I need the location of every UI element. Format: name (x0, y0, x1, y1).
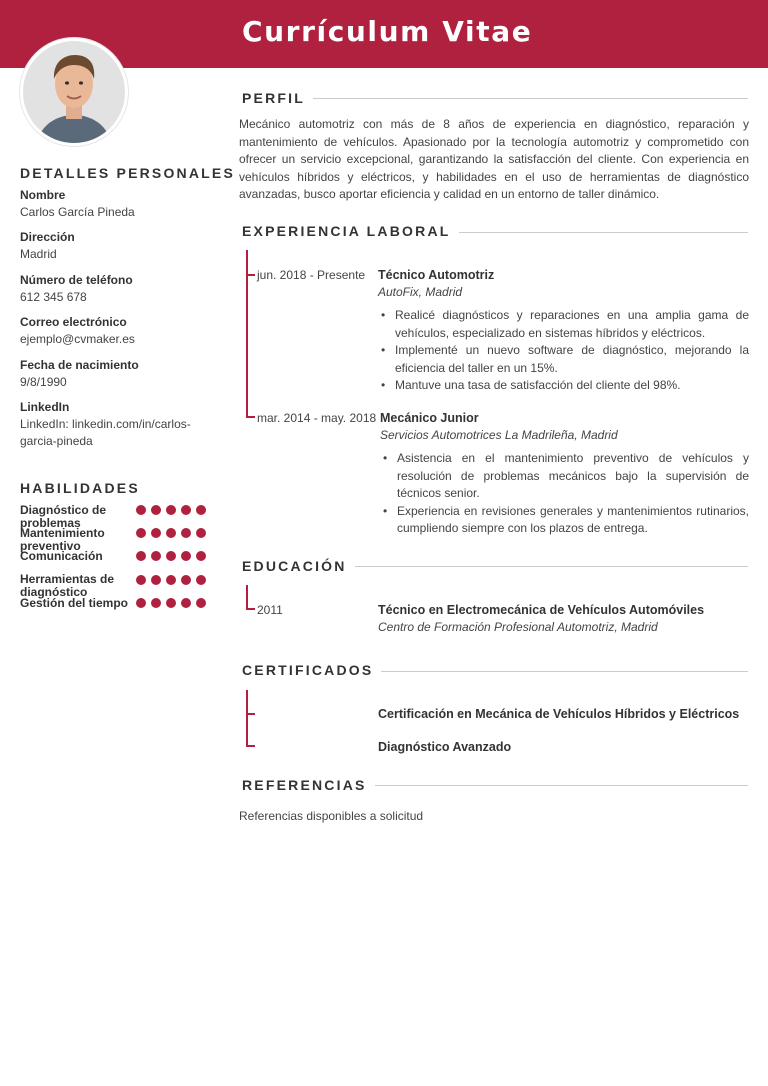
birthdate-label: Fecha de nacimiento (20, 358, 139, 372)
avatar (20, 38, 128, 146)
bullet-item: • Implementé un nuevo software de diagnóstico, mejorando la eficiencia del taller en un 15%. (380, 342, 749, 377)
timeline-marker (246, 608, 255, 610)
name-value: Carlos García Pineda (20, 205, 135, 219)
education-heading: EDUCACIÓN (242, 558, 355, 574)
rating-dot-icon (181, 528, 191, 538)
skill-rating (136, 505, 206, 515)
rating-dot-icon (166, 528, 176, 538)
timeline-marker (246, 274, 255, 276)
bullet-item: • Realicé diagnósticos y reparaciones en una amplia gama de vehículos, especializado en sistemas híbridos y eléctricos. (380, 307, 749, 342)
education-timeline (246, 585, 248, 609)
skills-heading: HABILIDADES (20, 480, 140, 496)
skill-name: Mantenimiento preventivo (20, 526, 105, 553)
certificate-title: Diagnóstico Avanzado (378, 740, 512, 754)
rating-dot-icon (136, 598, 146, 608)
skill-rating (136, 575, 206, 585)
bullet-item: • Mantuve una tasa de satisfacción del cliente del 98%. (380, 377, 749, 395)
address-value: Madrid (20, 247, 57, 261)
skill-rating (136, 551, 206, 561)
job-bullets (382, 450, 749, 538)
rating-dot-icon (181, 551, 191, 561)
education-date: 2011 (257, 603, 283, 617)
rating-dot-icon (196, 505, 206, 515)
rating-dot-icon (181, 505, 191, 515)
rating-dot-icon (196, 598, 206, 608)
email-label: Correo electrónico (20, 315, 127, 329)
timeline-marker (246, 416, 255, 418)
section-divider (242, 98, 748, 99)
personal-details-heading: DETALLES PERSONALES (20, 165, 236, 181)
skill-name: Diagnóstico de problemas (20, 503, 107, 530)
bullet-item: • Asistencia en el mantenimiento preventivo de vehículos y resolución de problemas mecánicos bajo la supervisión de técnicos senior. (382, 450, 749, 503)
profile-heading: PERFIL (242, 90, 313, 106)
certificates-heading: CERTIFICADOS (242, 662, 381, 678)
rating-dot-icon (136, 551, 146, 561)
certificates-timeline (246, 690, 248, 747)
rating-dot-icon (166, 551, 176, 561)
certificate-title: Certificación en Mecánica de Vehículos Híbridos y Eléctricos (378, 707, 740, 721)
job-company: Servicios Automotrices La Madrileña, Madrid (380, 428, 618, 442)
rating-dot-icon (136, 528, 146, 538)
education-school: Centro de Formación Profesional Automotriz, Madrid (378, 620, 658, 634)
email-value[interactable]: ejemplo@cvmaker.es (20, 332, 135, 346)
profile-photo-icon (23, 41, 125, 143)
skill-name: Comunicación (20, 549, 103, 563)
rating-dot-icon (196, 551, 206, 561)
document-title: Currículum Vitae (242, 15, 533, 48)
job-title: Mecánico Junior (380, 411, 479, 425)
rating-dot-icon (151, 598, 161, 608)
name-label: Nombre (20, 188, 66, 202)
job-title: Técnico Automotriz (378, 268, 495, 282)
rating-dot-icon (166, 505, 176, 515)
education-title: Técnico en Electromecánica de Vehículos Automóviles (378, 603, 705, 617)
rating-dot-icon (151, 505, 161, 515)
rating-dot-icon (166, 598, 176, 608)
job-company: AutoFix, Madrid (378, 285, 463, 299)
linkedin-label: LinkedIn (20, 400, 70, 414)
skill-name: Gestión del tiempo (20, 596, 129, 610)
phone-label: Número de teléfono (20, 273, 133, 287)
timeline-marker (246, 745, 255, 747)
rating-dot-icon (196, 575, 206, 585)
rating-dot-icon (136, 505, 146, 515)
references-heading: REFERENCIAS (242, 777, 375, 793)
skill-rating (136, 598, 206, 608)
rating-dot-icon (151, 551, 161, 561)
linkedin-value[interactable]: LinkedIn: linkedin.com/in/carlos-garcia-pineda (20, 417, 191, 448)
rating-dot-icon (136, 575, 146, 585)
phone-value: 612 345 678 (20, 290, 87, 304)
birthdate-value: 9/8/1990 (20, 375, 67, 389)
rating-dot-icon (166, 575, 176, 585)
rating-dot-icon (196, 528, 206, 538)
experience-heading: EXPERIENCIA LABORAL (242, 223, 459, 239)
job-dates: jun. 2018 - Presente (257, 268, 366, 282)
rating-dot-icon (151, 575, 161, 585)
skill-rating (136, 528, 206, 538)
skill-name: Herramientas de diagnóstico (20, 572, 115, 599)
rating-dot-icon (181, 598, 191, 608)
rating-dot-icon (181, 575, 191, 585)
rating-dot-icon (151, 528, 161, 538)
timeline-marker (246, 713, 255, 715)
profile-text: Mecánico automotriz con más de 8 años de experiencia en diagnóstico, reparación y mantenimiento de vehículos. Apasionado por la tecnología automotriz y comprometido con ofrecer un servicio excepcional, garantizando la satisfacción del cliente. Con experiencia en vehículos híbridos y eléctricos, y habilidades en el uso de herramientas de diagnóstico avanzadas, busco aportar eficiencia y calidad en un entorno de taller dinámico. (239, 117, 749, 201)
job-bullets (380, 307, 749, 395)
references-text: Referencias disponibles a solicitud (239, 809, 424, 823)
bullet-item: • Experiencia en revisiones generales y mantenimientos rutinarios, cumpliendo siempre con los plazos de entrega. (382, 503, 749, 538)
job-dates: mar. 2014 - may. 2018 (257, 411, 377, 425)
address-label: Dirección (20, 230, 75, 244)
